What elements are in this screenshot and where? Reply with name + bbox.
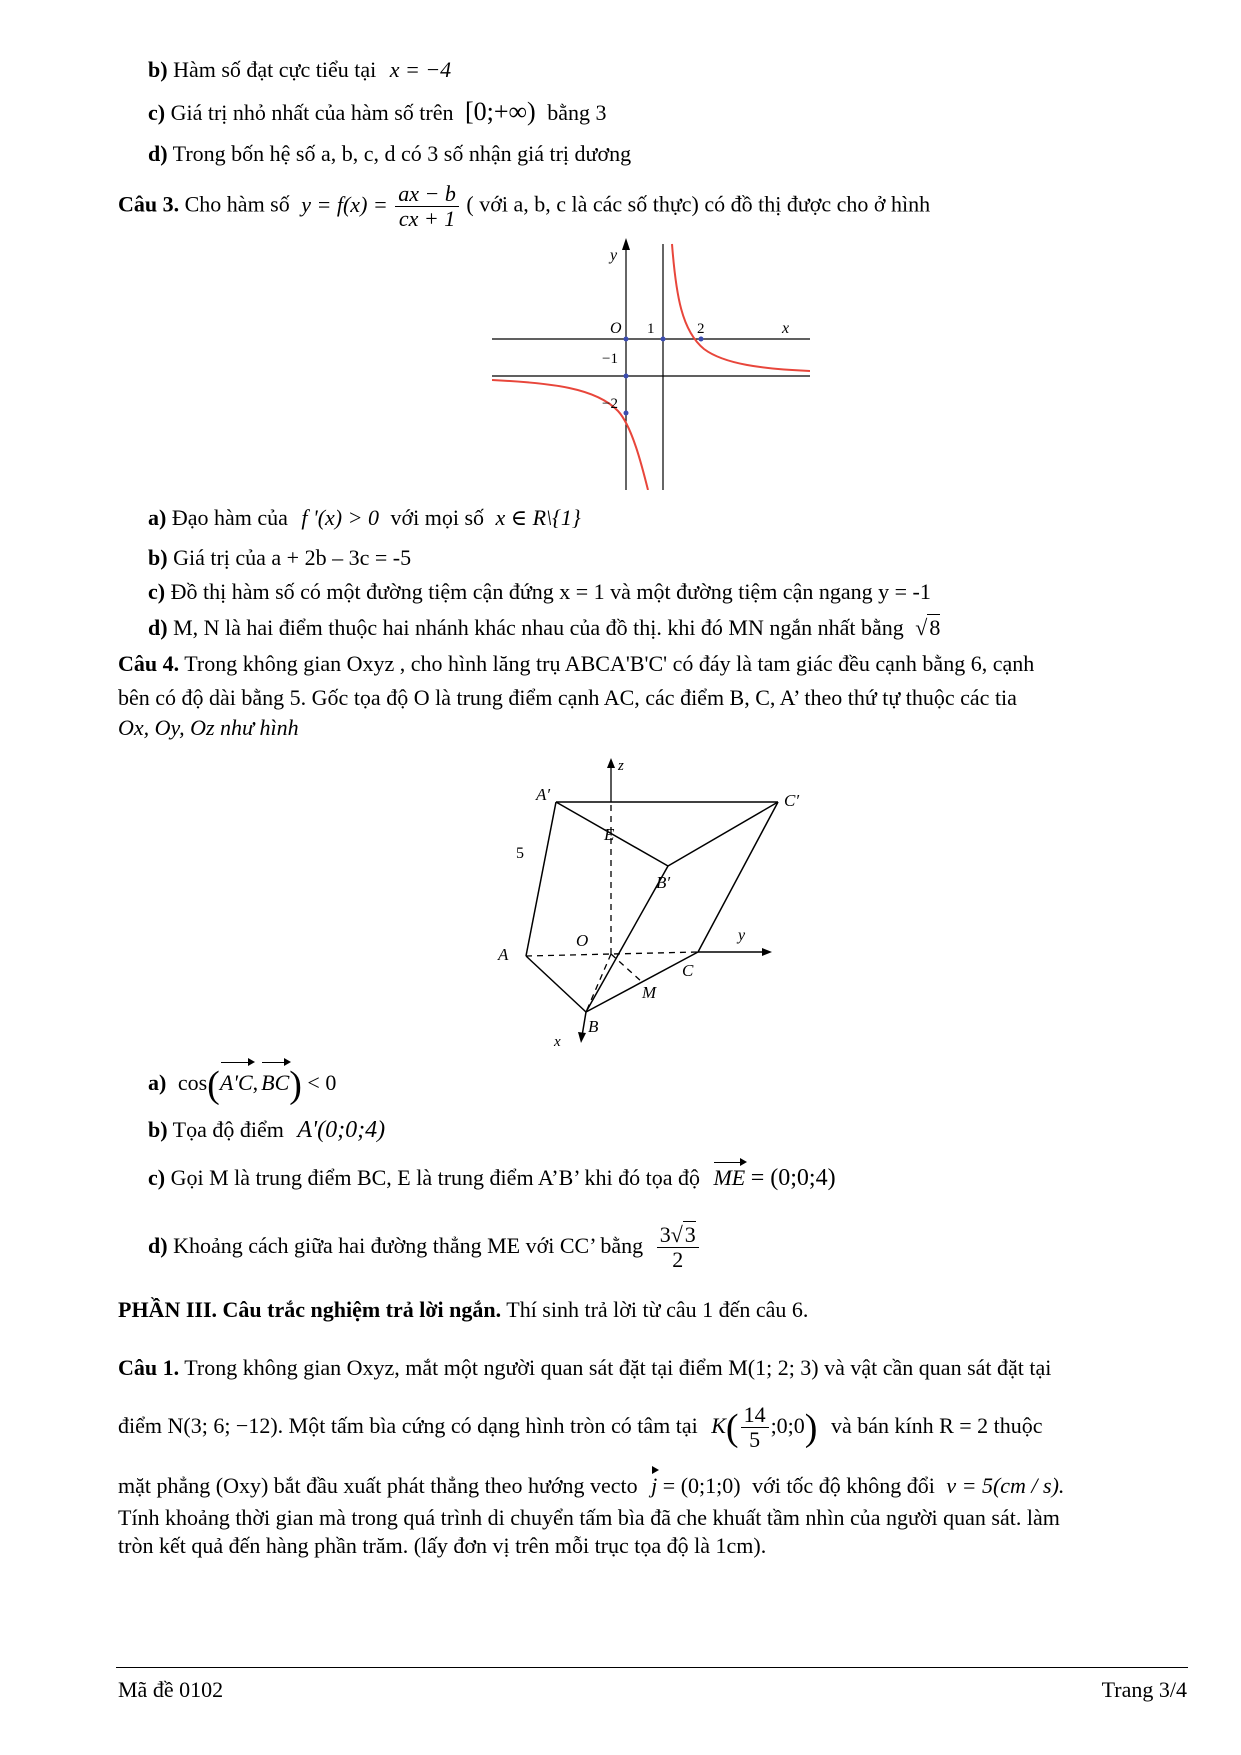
q4-stem-line1 — [118, 650, 1034, 678]
item-text: Khoảng cách giữa hai đường thẳng ME với CC’ bằng — [173, 1233, 644, 1258]
item-label: c) — [148, 100, 166, 125]
fraction-numerator: 14 — [741, 1403, 769, 1428]
sqrt-expression: √8 — [915, 615, 941, 640]
item-text: Đồ thị hàm số có một đường tiệm cận đứng x = 1 và một đường tiệm cận ngang y = -1 — [170, 579, 931, 604]
item-text: Giá trị của a + 2b – 3c = -5 — [173, 545, 412, 570]
item-math: x = −4 — [389, 57, 452, 82]
q3-item-d — [148, 614, 940, 642]
label-y: y — [738, 927, 746, 944]
origin-point — [624, 337, 629, 342]
label-five: 5 — [516, 845, 524, 862]
item-label: d) — [148, 1233, 168, 1258]
vector-BC: BC — [261, 1064, 289, 1102]
x-axis-dashed — [586, 954, 611, 1012]
question-text-b: và bán kính R = 2 thuộc — [830, 1413, 1043, 1438]
item-text: Gọi M là trung điểm BC, E là trung điểm A’B’ khi đó tọa độ — [170, 1165, 700, 1190]
label-x: x — [554, 1034, 561, 1050]
label-Cp: C′ — [784, 791, 800, 810]
item-label: b) — [148, 1117, 168, 1142]
left-branch — [492, 380, 648, 490]
j-value: = (0;1;0) — [662, 1473, 741, 1498]
label-B: B — [588, 1017, 599, 1036]
fraction-denominator: 5 — [749, 1427, 761, 1453]
k-fraction — [741, 1403, 769, 1452]
point-K: K — [711, 1413, 726, 1438]
label-Ap: A′ — [536, 785, 551, 804]
item-label: a) — [148, 1070, 167, 1095]
q2-item-b — [148, 56, 451, 84]
q4-item-d — [148, 1216, 701, 1276]
right-branch — [672, 244, 810, 371]
tick-label-m1: −1 — [602, 351, 618, 367]
tick-label-m2: −2 — [602, 396, 618, 412]
fraction-numerator: 3√3 — [657, 1223, 699, 1248]
item-label: c) — [148, 579, 166, 604]
speed-value: v = 5(cm / s). — [946, 1473, 1065, 1498]
q3-item-a — [148, 504, 581, 532]
footer-exam-code: Mã đề 0102 — [118, 1677, 224, 1702]
item-math2: x ∈ R\{1} — [495, 505, 581, 530]
question-tail: ( với a, b, c là các số thực) có đồ thị được cho ở hình — [466, 191, 931, 217]
point-ym1 — [624, 374, 629, 379]
item-math: f '(x) > 0 — [301, 505, 379, 530]
item-text: Tọa độ điểm — [172, 1117, 284, 1142]
open-paren: ( — [207, 1063, 220, 1106]
item-math: A'(0;0;4) — [297, 1117, 386, 1143]
item-math: = (0;0;4) — [750, 1165, 836, 1191]
q3-stem — [118, 182, 930, 231]
label-C: C — [682, 961, 694, 980]
y-label: y — [610, 247, 618, 264]
numerator-coef: 3 — [659, 1222, 671, 1248]
x-axis-arrow — [578, 1032, 586, 1043]
item-text: Hàm số đạt cực tiểu tại — [173, 57, 377, 82]
vector-ApC: A'C — [220, 1064, 253, 1102]
point-ym2 — [624, 411, 629, 416]
close-paren: ) — [804, 1406, 818, 1449]
tick-label-2: 2 — [697, 321, 705, 337]
item-text2: với mọi số — [390, 505, 485, 530]
item-label: b) — [148, 57, 168, 82]
vector-j: j — [651, 1473, 658, 1498]
footer-page-number: Trang 3/4 — [1101, 1677, 1187, 1702]
part3-instruction: Thí sinh trả lời từ câu 1 đến câu 6. — [506, 1297, 809, 1322]
question-text: Trong không gian Oxyz , cho hình lăng trụ ABCA'B'C' có đáy là tam giác đều cạnh bằng 6, cạnh — [184, 651, 1035, 676]
item-label: d) — [148, 615, 168, 640]
item-tail: < 0 — [307, 1070, 337, 1095]
question-label: Câu 3. — [118, 191, 180, 217]
hyperbola-graph — [492, 236, 810, 490]
part3-title: PHẦN III. Câu trắc nghiệm trả lời ngắn. — [118, 1297, 502, 1322]
fraction-numerator: ax − b — [395, 182, 459, 207]
p3q1-line5: tròn kết quả đến hàng phần trăm. (lấy đơn vị trên mỗi trục tọa độ là 1cm). — [118, 1533, 767, 1558]
q4-item-c — [148, 1164, 836, 1192]
point-x2 — [699, 337, 704, 342]
label-O: O — [576, 931, 589, 950]
part3-heading — [118, 1296, 808, 1324]
question-label: Câu 1. — [118, 1355, 180, 1380]
function-lhs: y = f(x) = — [301, 191, 388, 217]
close-paren: ) — [289, 1063, 302, 1106]
q2-item-c — [148, 98, 606, 127]
item-math: [0;+∞) — [464, 97, 536, 126]
p3q1-line1 — [118, 1354, 1051, 1382]
q4-stem-line2: bên có độ dài bằng 5. Gốc tọa độ O là trung điểm cạnh AC, các điểm B, C, A’ theo thứ tự thuộc các tia — [118, 685, 1017, 710]
distance-fraction — [657, 1223, 699, 1272]
item-label: b) — [148, 545, 168, 570]
q4-item-a: a) cos(A'C, BC) < 0 — [148, 1063, 337, 1106]
function-fraction — [395, 182, 459, 231]
label-E: E — [604, 825, 615, 844]
z-axis-arrow — [607, 758, 615, 768]
item-text: Giá trị nhỏ nhất của hàm số trên — [170, 100, 454, 125]
q4-item-b — [148, 1116, 385, 1144]
label-M: M — [642, 983, 657, 1002]
x-label: x — [782, 320, 790, 337]
q2-item-d — [148, 140, 631, 168]
origin-label: O — [610, 320, 622, 337]
item-tail: bằng 3 — [547, 100, 607, 125]
item-label: c) — [148, 1165, 166, 1190]
question-text-b: với tốc độ không đổi — [752, 1473, 935, 1498]
question-text: Trong không gian Oxyz, mắt một người quan sát đặt tại điểm M(1; 2; 3) và vật cần quan sát đặt tại — [184, 1355, 1052, 1380]
p3q1-line2 — [118, 1396, 1043, 1458]
p3q1-line3 — [118, 1472, 1064, 1500]
cos-prefix: cos — [177, 1070, 208, 1095]
sqrt-radicand: 8 — [929, 615, 941, 640]
prism-figure — [492, 756, 814, 1056]
item-label: a) — [148, 505, 167, 530]
q3-item-c — [148, 578, 931, 606]
edge-AB — [526, 956, 586, 1012]
point-x1 — [661, 337, 666, 342]
q4-stem-line3: Ox, Oy, Oz như hình — [118, 715, 299, 740]
question-text: điểm N(3; 6; −12). Một tấm bìa cứng có dạng hình tròn có tâm tại — [118, 1413, 698, 1438]
label-A: A — [498, 945, 509, 964]
label-z: z — [618, 758, 624, 774]
p3q1-line4: Tính khoảng thời gian mà trong quá trình di chuyển tấm bìa đã che khuất tầm nhìn của người quan sát. làm — [118, 1505, 1060, 1530]
fraction-denominator: 2 — [672, 1247, 684, 1273]
label-Bp: B′ — [656, 873, 671, 892]
k-rest: ;0;0 — [770, 1413, 805, 1438]
y-axis-arrow — [622, 238, 630, 250]
question-text: mặt phẳng (Oxy) bắt đầu xuất phát thẳng theo hướng vecto — [118, 1473, 638, 1498]
y-axis-arrow — [762, 948, 772, 956]
vector-ME: ME — [713, 1165, 746, 1190]
x-axis — [582, 1012, 586, 1036]
numerator-radicand: 3 — [684, 1222, 696, 1248]
q3-item-b — [148, 544, 411, 572]
question-intro: Cho hàm số — [184, 191, 290, 217]
item-text: M, N là hai điểm thuộc hai nhánh khác nhau của đồ thị. khi đó MN ngắn nhất bằng — [173, 615, 904, 640]
item-text: Trong bốn hệ số a, b, c, d có 3 số nhận giá trị dương — [172, 141, 632, 166]
question-label: Câu 4. — [118, 651, 180, 676]
edge-AAp — [526, 802, 556, 956]
item-text: Đạo hàm của — [171, 505, 288, 530]
item-label: d) — [148, 141, 168, 166]
open-paren: ( — [725, 1406, 739, 1449]
fraction-denominator: cx + 1 — [398, 206, 456, 231]
tick-label-1: 1 — [647, 321, 655, 337]
footer-divider — [116, 1667, 1188, 1668]
